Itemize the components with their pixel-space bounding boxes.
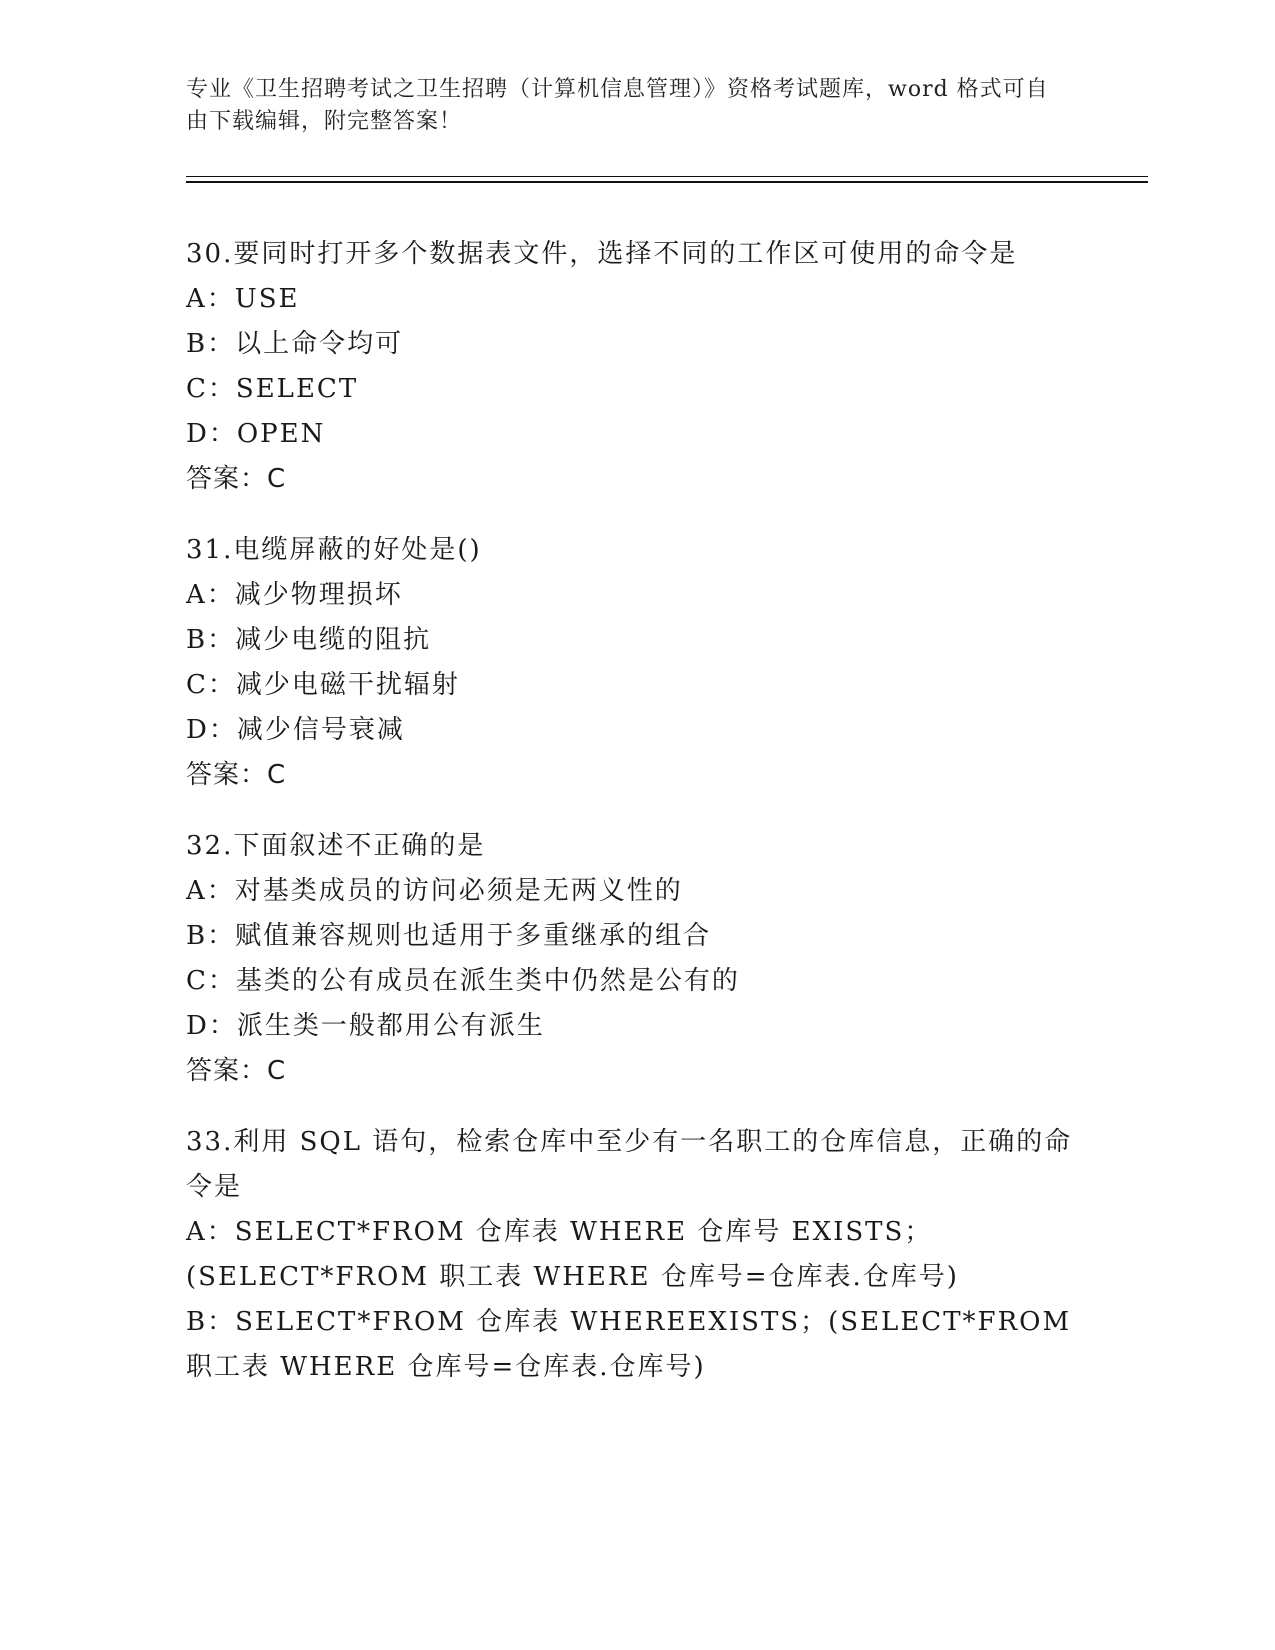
- question-33: [186, 1120, 1086, 1390]
- answer: 答案：C: [186, 760, 287, 790]
- option-b: B：减少电缆的阻抗: [186, 625, 432, 655]
- header-rule-top: [186, 176, 1148, 177]
- answer: 答案：C: [186, 464, 287, 494]
- option-a: A：SELECT*FROM 仓库表 WHERE 仓库号 EXISTS；(SELECT*FROM 职工表 WHERE 仓库号=仓库表.仓库号): [186, 1217, 959, 1292]
- option-c: C：基类的公有成员在派生类中仍然是公有的: [186, 966, 740, 996]
- answer: 答案：C: [186, 1056, 287, 1086]
- question-31: [186, 528, 1086, 798]
- question-stem: 31.电缆屏蔽的好处是(): [186, 535, 482, 565]
- option-d: D：OPEN: [186, 419, 326, 449]
- option-b: B：SELECT*FROM 仓库表 WHEREEXISTS；(SELECT*FROM 职工表 WHERE 仓库号=仓库表.仓库号): [186, 1307, 1072, 1382]
- option-c: C：减少电磁干扰辐射: [186, 670, 460, 700]
- header-rule-bottom: [186, 181, 1148, 183]
- question-list: [186, 232, 1086, 1390]
- question-32: [186, 824, 1086, 1094]
- option-a: A：USE: [186, 284, 300, 314]
- question-stem: 30.要同时打开多个数据表文件，选择不同的工作区可使用的命令是: [186, 239, 1018, 269]
- option-b: B：赋值兼容规则也适用于多重继承的组合: [186, 921, 712, 951]
- option-d: D：减少信号衰减: [186, 715, 405, 745]
- header-note: 专业《卫生招聘考试之卫生招聘（计算机信息管理）》资格考试题库，word 格式可自由下载编辑，附完整答案！: [186, 77, 1049, 134]
- option-a: A：减少物理损坏: [186, 580, 403, 610]
- question-stem: 32.下面叙述不正确的是: [186, 831, 486, 861]
- option-b: B：以上命令均可: [186, 329, 404, 359]
- question-30: [186, 232, 1086, 502]
- option-a: A：对基类成员的访问必须是无两义性的: [186, 876, 683, 906]
- option-d: D：派生类一般都用公有派生: [186, 1011, 545, 1041]
- option-c: C：SELECT: [186, 374, 359, 404]
- question-stem: 33.利用 SQL 语句，检索仓库中至少有一名职工的仓库信息，正确的命令是: [186, 1127, 1073, 1202]
